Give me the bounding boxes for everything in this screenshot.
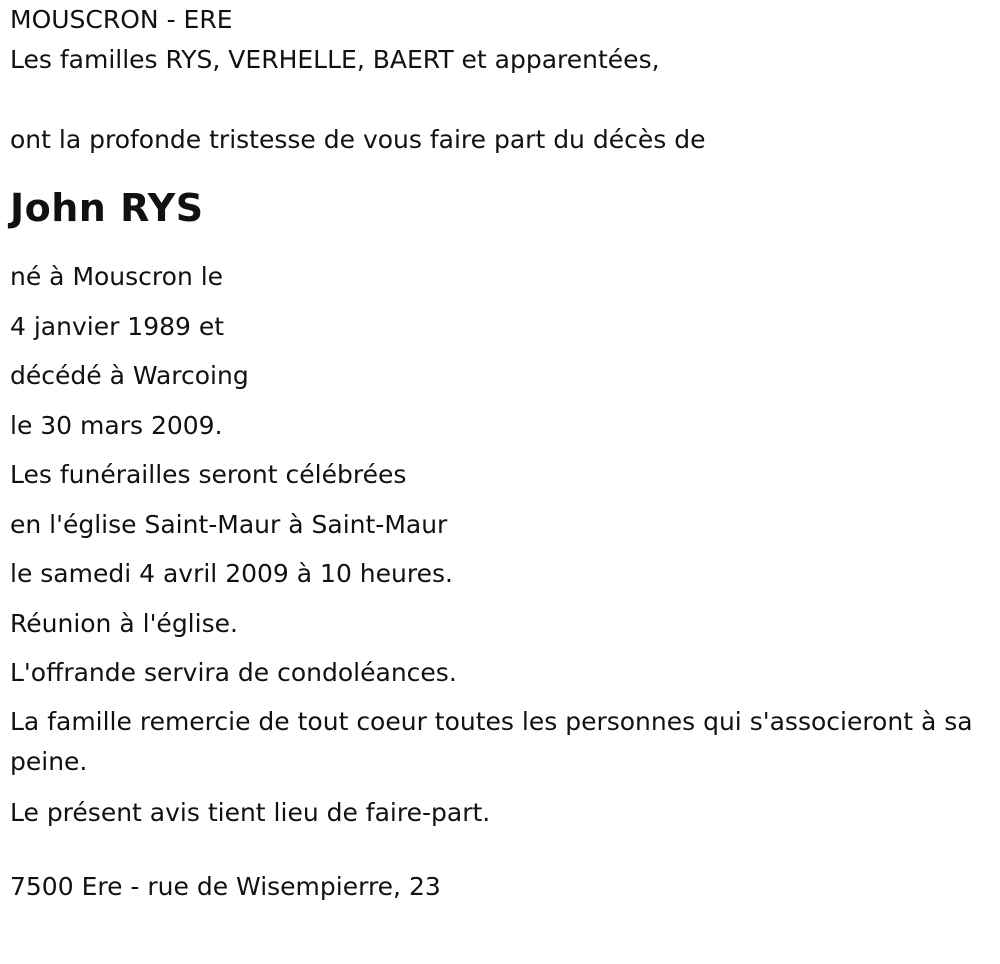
death-date-line: le 30 mars 2009.: [10, 410, 223, 440]
church-line: en l'église Saint-Maur à Saint-Maur: [10, 509, 448, 539]
spacer: [10, 80, 990, 120]
death-place-line: décédé à Warcoing: [10, 361, 249, 390]
thanks-paragraph: La famille remercie de tout coeur toutes les personnes qui s'associeront à sa peine.: [10, 706, 973, 776]
birth-place-line: né à Mouscron le: [10, 262, 224, 291]
address-line: 7500 Ere - rue de Wisempierre, 23: [10, 872, 441, 901]
details-block: [10, 252, 990, 837]
funeral-line: Les funérailles seront célébrées: [10, 460, 407, 489]
offering-line: L'offrande servira de condoléances.: [10, 658, 457, 687]
notice-line: Le présent avis tient lieu de faire-part.: [10, 797, 491, 827]
birth-date-line: 4 janvier 1989 et: [10, 311, 225, 341]
meeting-line: Réunion à l'église.: [10, 608, 238, 638]
intro-line: ont la profonde tristesse de vous faire part du décès de: [10, 125, 706, 154]
families-line: Les familles RYS, VERHELLE, BAERT et apparentées,: [10, 45, 660, 74]
obituary-notice: [10, 0, 990, 907]
funeral-date-line: le samedi 4 avril 2009 à 10 heures.: [10, 559, 453, 588]
deceased-name: John RYS: [10, 186, 204, 230]
location-heading: MOUSCRON - ERE: [10, 5, 233, 34]
